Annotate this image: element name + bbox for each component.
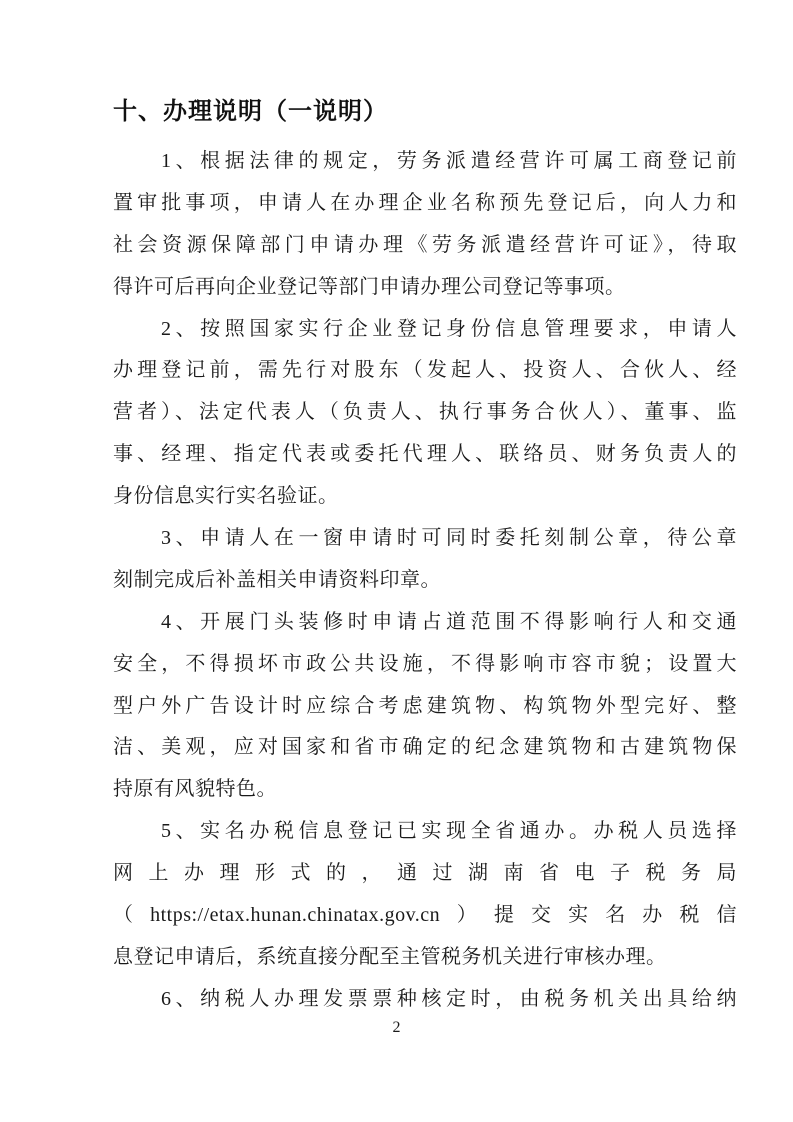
page-number: 2: [392, 1019, 401, 1036]
text-line: 型户外广告设计时应综合考虑建筑物、构筑物外型完好、整: [113, 694, 737, 717]
text-line: （https://etax.hunan.chinatax.gov.cn）提交实名办税信: [113, 904, 737, 927]
document-body: [113, 141, 737, 1021]
text-line: 5、实名办税信息登记已实现全省通办。办税人员选择: [161, 820, 737, 843]
text-line: 网上办理形式的，通过湖南省电子税务局: [113, 862, 737, 885]
text-line: 事、经理、指定代表或委托代理人、联络员、财务负责人的: [113, 443, 737, 466]
text-line: 息登记申请后，系统直接分配至主管税务机关进行审核办理。: [113, 945, 667, 968]
text-line: 持原有风貌特色。: [113, 778, 277, 801]
text-line: 社会资源保障部门申请办理《劳务派遣经营许可证》，待取: [113, 233, 737, 256]
text-line: 办理登记前，需先行对股东（发起人、投资人、合伙人、经: [113, 359, 737, 382]
text-line: 营者）、法定代表人（负责人、执行事务合伙人）、董事、监: [113, 401, 737, 424]
text-line: 身份信息实行实名验证。: [113, 485, 339, 508]
text-line: 1、根据法律的规定，劳务派遣经营许可属工商登记前: [161, 150, 737, 172]
text-line: 6、纳税人办理发票票种核定时，由税务机关出具给纳: [161, 987, 737, 1010]
text-line: 4、开展门头装修时申请占道范围不得影响行人和交通: [161, 610, 737, 633]
text-line: 置审批事项，申请人在办理企业名称预先登记后，向人力和: [113, 191, 737, 214]
text-line: 2、按照国家实行企业登记身份信息管理要求，申请人: [161, 317, 737, 340]
text-line: 3、申请人在一窗申请时可同时委托刻制公章，待公章: [161, 527, 737, 550]
text-line: 得许可后再向企业登记等部门申请办理公司登记等事项。: [113, 275, 626, 298]
page-title: 十、办理说明（一说明）: [113, 98, 388, 125]
text-line: 洁、美观，应对国家和省市确定的纪念建筑物和古建筑物保: [113, 736, 737, 759]
text-line: 刻制完成后补盖相关申请资料印章。: [113, 568, 441, 591]
text-line: 安全，不得损坏市政公共设施，不得影响市容市貌；设置大: [113, 652, 737, 675]
